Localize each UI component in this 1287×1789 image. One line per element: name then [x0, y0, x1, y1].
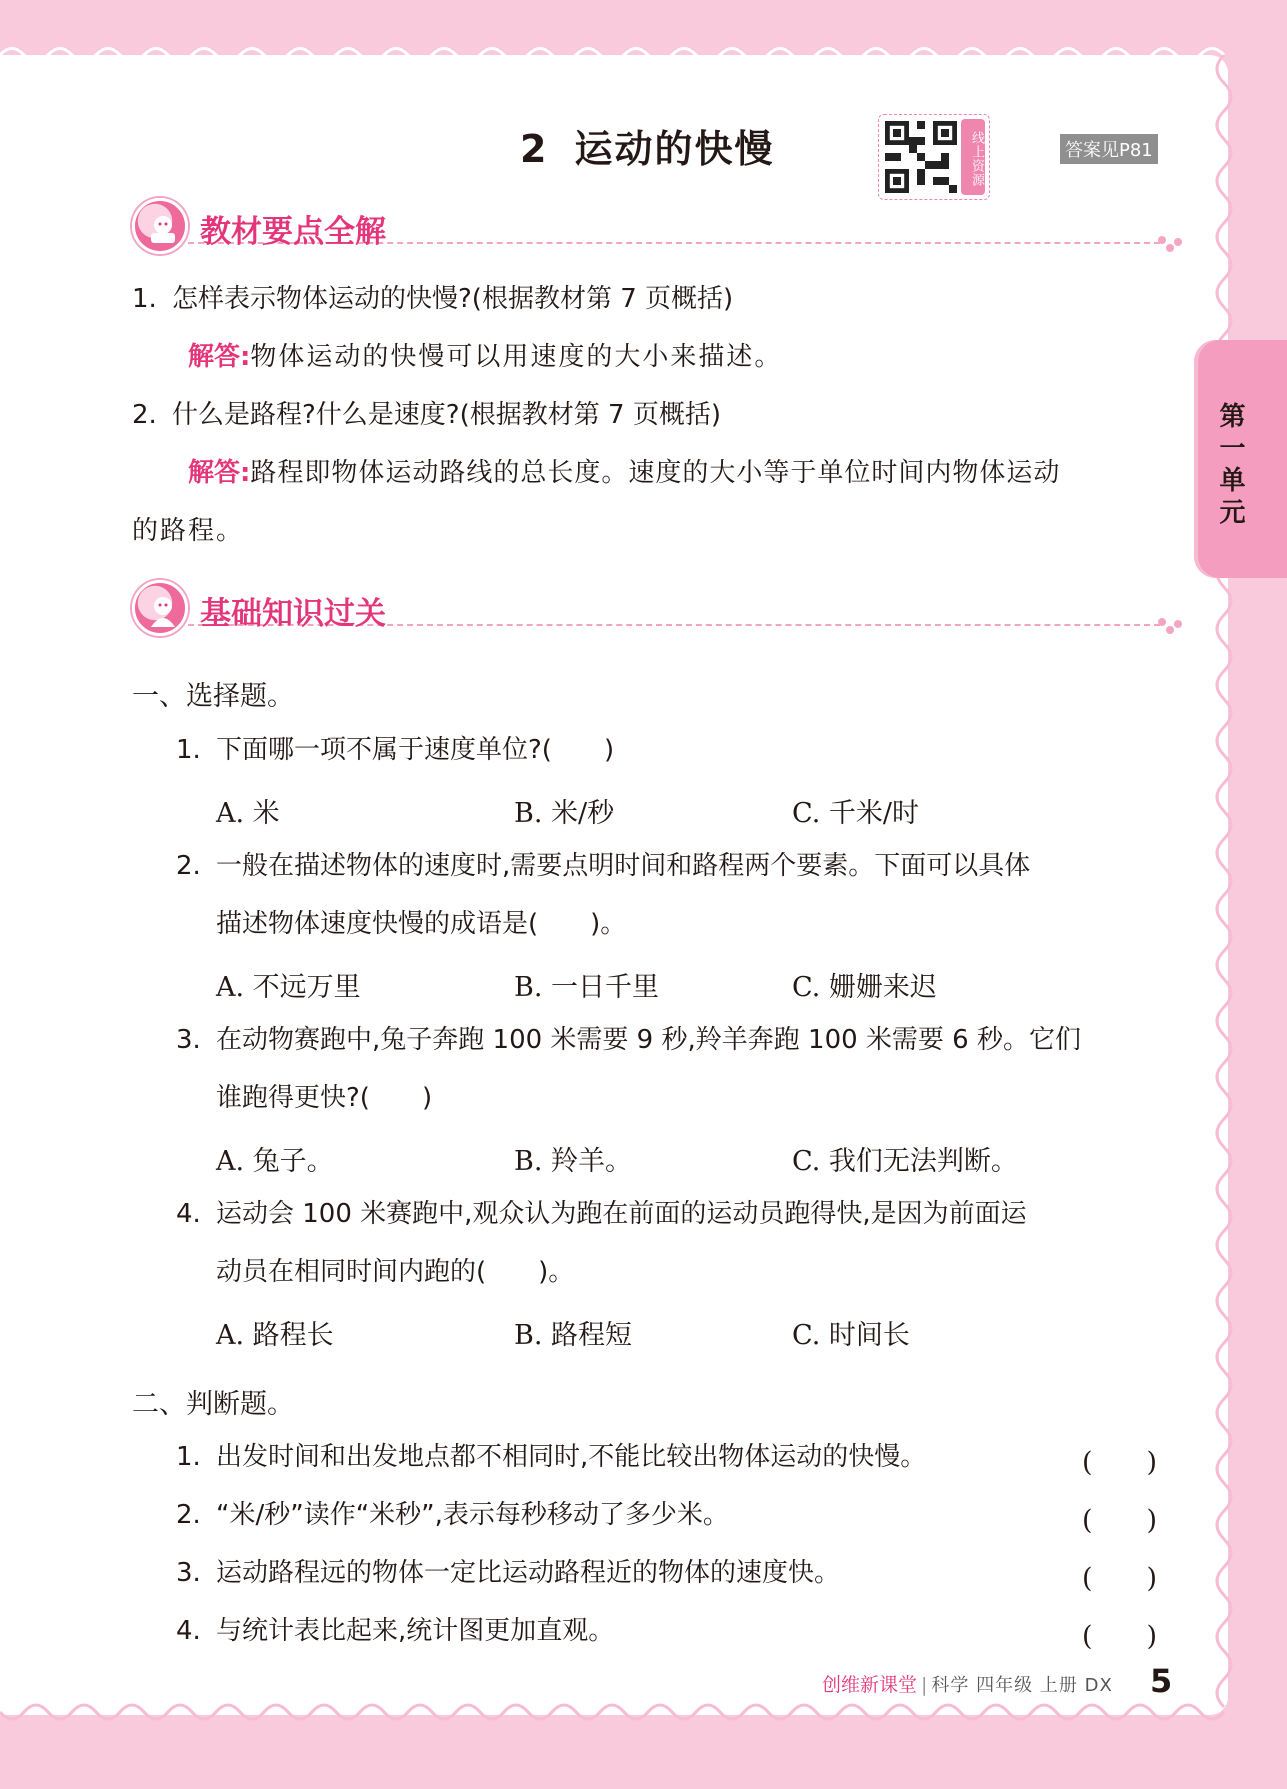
footer-separator: | [921, 1674, 928, 1696]
part-title-multiple-choice: 一、选择题。 [132, 681, 294, 712]
mc-question-3-line-2: 谁跑得更快?( ) [216, 1083, 433, 1113]
mc-question-2: 2. 一般在描述物体的速度时,需要点明时间和路程两个要素。下面可以具体 [176, 851, 1031, 881]
mc-question-1: 1. 下面哪一项不属于速度单位?( ) [176, 735, 615, 765]
book-info: 科学 四年级 上册 DX [931, 1675, 1113, 1696]
part-title-true-false: 二、判断题。 [132, 1389, 294, 1420]
key-point-question-2: 2. 什么是路程?什么是速度?(根据教材第 7 页概括) [132, 400, 721, 430]
page-number: 5 [1150, 1662, 1173, 1700]
page-footer [822, 1670, 1113, 1697]
cartoon-reader-icon [132, 198, 188, 254]
wave-border-right [1204, 55, 1234, 1715]
mc-q4-option-b[interactable]: B. 路程短 [514, 1320, 633, 1351]
mc-q4-option-a[interactable]: A. 路程长 [216, 1320, 334, 1351]
key-point-question-1: 1. 怎样表示物体运动的快慢?(根据教材第 7 页概括) [132, 284, 734, 314]
mc-q3-option-a[interactable]: A. 兔子。 [216, 1146, 334, 1177]
mc-q2-option-b[interactable]: B. 一日千里 [514, 972, 660, 1003]
lesson-title: 运动的快慢 [574, 127, 775, 171]
answer-reference: 答案见P81 [1060, 134, 1158, 164]
decorative-dots [1158, 234, 1182, 254]
tf-answer-blank-4[interactable]: ( ) [1082, 1621, 1158, 1652]
lesson-number: 2 [520, 127, 549, 171]
mc-q3-option-b[interactable]: B. 羚羊。 [514, 1146, 633, 1177]
key-point-answer-1: 解答:物体运动的快慢可以用速度的大小来描述。 [188, 342, 783, 372]
mc-q1-option-a[interactable]: A. 米 [216, 798, 280, 829]
mc-question-2-line-2: 描述物体速度快慢的成语是( )。 [216, 909, 627, 939]
tf-question-1: 1. 出发时间和出发地点都不相同时,不能比较出物体运动的快慢。 [176, 1442, 927, 1472]
mc-question-4-line-2: 动员在相同时间内跑的( )。 [216, 1257, 575, 1287]
qr-label: 线上资源 [961, 119, 985, 195]
qr-code-icon [885, 121, 957, 193]
tf-question-2: 2. “米/秒”读作“米秒”,表示每秒移动了多少米。 [176, 1500, 729, 1530]
page-title [520, 118, 774, 173]
mc-question-4: 4. 运动会 100 米赛跑中,观众认为跑在前面的运动员跑得快,是因为前面运 [176, 1199, 1027, 1229]
cartoon-student-icon [132, 580, 188, 636]
mc-q4-option-c[interactable]: C. 时间长 [792, 1320, 910, 1351]
decorative-dots [1158, 616, 1182, 636]
qr-code-box[interactable] [878, 114, 990, 200]
mc-question-3: 3. 在动物赛跑中,兔子奔跑 100 米需要 9 秒,羚羊奔跑 100 米需要 6 秒。它们 [176, 1025, 1081, 1055]
key-point-answer-2: 解答:路程即物体运动路线的总长度。速度的大小等于单位时间内物体运动 [188, 458, 1061, 488]
mc-q2-option-c[interactable]: C. 姗姗来迟 [792, 972, 937, 1003]
tf-answer-blank-1[interactable]: ( ) [1082, 1447, 1158, 1478]
mc-q3-option-c[interactable]: C. 我们无法判断。 [792, 1146, 1018, 1177]
unit-label: 第一单元 [1215, 402, 1245, 530]
brand-name: 创维新课堂 [822, 1674, 918, 1696]
section-title: 基础知识过关 [200, 596, 386, 632]
section-title: 教材要点全解 [200, 214, 386, 250]
tf-question-4: 4. 与统计表比起来,统计图更加直观。 [176, 1616, 615, 1646]
section-header-basic-knowledge [132, 580, 1182, 638]
wave-border-bottom [0, 1700, 1228, 1730]
tf-question-3: 3. 运动路程远的物体一定比运动路程近的物体的速度快。 [176, 1558, 841, 1588]
tf-answer-blank-3[interactable]: ( ) [1082, 1563, 1158, 1594]
mc-q1-option-b[interactable]: B. 米/秒 [514, 798, 615, 829]
mc-q1-option-c[interactable]: C. 千米/时 [792, 798, 919, 829]
key-point-answer-2-continued: 的路程。 [132, 516, 245, 546]
tf-answer-blank-2[interactable]: ( ) [1082, 1505, 1158, 1536]
section-header-key-points [132, 198, 1182, 256]
mc-q2-option-a[interactable]: A. 不远万里 [216, 972, 361, 1003]
unit-side-tab [1194, 340, 1287, 578]
